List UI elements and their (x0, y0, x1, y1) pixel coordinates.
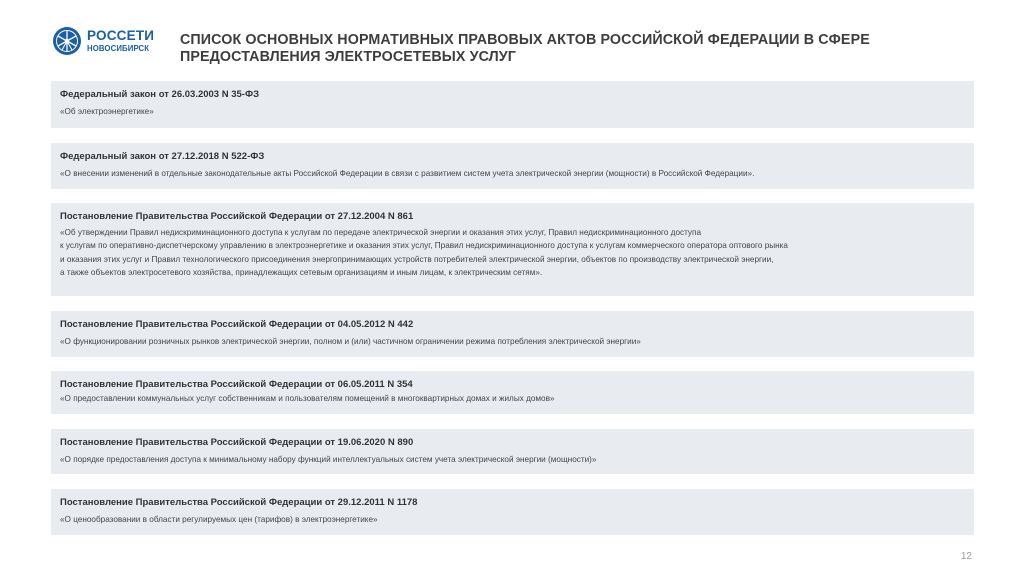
act-description: «О порядке предоставления доступа к минимальному набору функций интеллектуальных систем учета электрической энергии (мощности)» (60, 455, 597, 464)
act-description: «Об электроэнергетике» (60, 107, 154, 116)
act-card (51, 371, 974, 414)
act-title: Постановление Правительства Российской Федерации от 19.06.2020 N 890 (60, 437, 414, 448)
act-card (51, 489, 974, 535)
act-description: «О функционировании розничных рынков электрической энергии, полном и (или) частичном ограничении режима потребления электрической энергии» (60, 337, 641, 346)
act-title: Постановление Правительства Российской Федерации от 06.05.2011 N 354 (60, 379, 413, 390)
act-description: «О ценообразовании в области регулируемых цен (тарифов) в электроэнергетике» (60, 515, 378, 524)
act-card (51, 311, 974, 357)
act-title: Постановление Правительства Российской Федерации от 27.12.2004 N 861 (60, 211, 414, 222)
logo-city: НОВОСИБИРСК (87, 43, 150, 53)
act-card (51, 429, 974, 474)
act-title: Федеральный закон от 27.12.2018 N 522-ФЗ (60, 151, 265, 162)
act-card (51, 203, 974, 296)
act-title: Постановление Правительства Российской Федерации от 04.05.2012 N 442 (60, 319, 414, 330)
act-title: Постановление Правительства Российской Федерации от 29.12.2011 N 1178 (60, 497, 418, 508)
page-number: 12 (960, 551, 972, 562)
page-title: СПИСОК ОСНОВНЫХ НОРМАТИВНЫХ ПРАВОВЫХ АКТОВ РОССИЙСКОЙ ФЕДЕРАЦИИ В СФЕРЕ ПРЕДОСТАВЛЕНИЯ ЭЛЕКТРОСЕТЕВЫХ УСЛУГ (180, 32, 870, 65)
rosseti-logo-icon (52, 26, 82, 56)
logo-name: РОССЕТИ (87, 28, 155, 44)
act-description: «О внесении изменений в отдельные законодательные акты Российской Федерации в связи с развитием систем учета электрической энергии (мощности) в Российской Федерации». (60, 169, 755, 178)
act-title: Федеральный закон от 26.03.2003 N 35-ФЗ (60, 89, 260, 100)
company-logo (52, 26, 154, 56)
act-description: «О предоставлении коммунальных услуг собственникам и пользователям помещений в многоквартирных домах и жилых домов» (60, 394, 555, 403)
act-description: «Об утверждении Правил недискриминационного доступа к услугам по передаче электрической энергии и оказания этих услуг, Правил недискриминационного доступа к услугам по оперативно-диспетчерскому управлению в электроэнергетике и оказания этих услуг, Правил недискриминационного доступа к услугам коммерческого оператора оптового рынка и оказания этих услуг и Правил технологического присоединения энергопринимающих устройств потребителей электрической энергии, объектов по производству электрической энергии, а также объектов электросетевого хозяйства, принадлежащих сетевым организациям и иным лицам, к электрическим сетям». (60, 228, 788, 278)
act-card (51, 143, 974, 189)
act-card (51, 81, 974, 128)
